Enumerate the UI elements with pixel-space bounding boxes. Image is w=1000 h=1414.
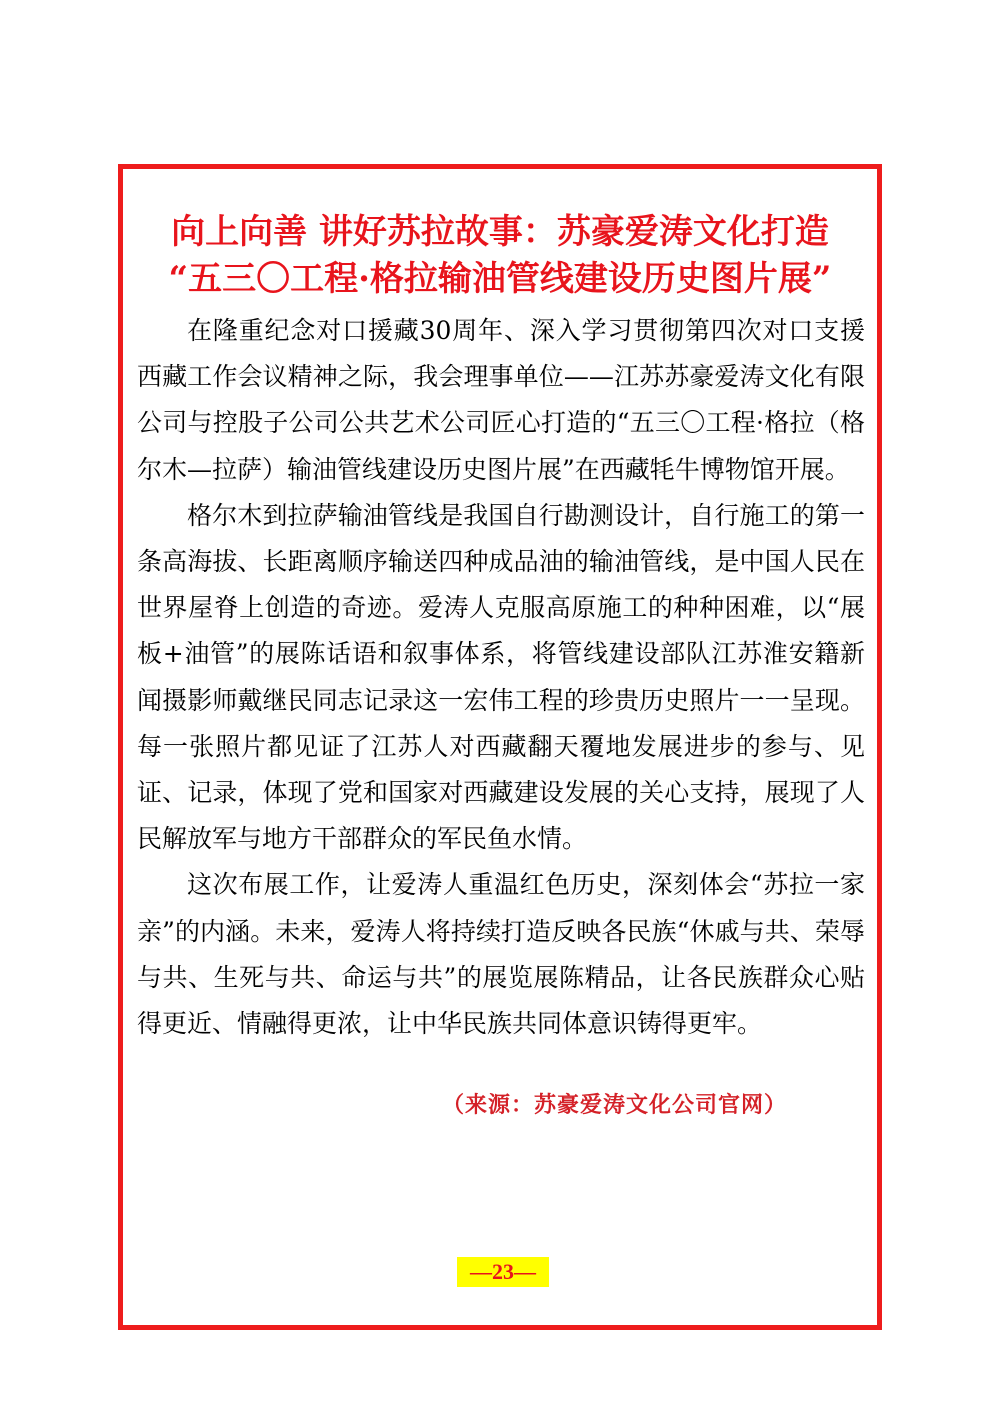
paragraph-pipeline-history: 格尔木到拉萨输油管线是我国自行勘测设计，自行施工的第一条高海拔、长距离顺序输送四种成品油的输油管线，是中国人民在世界屋脊上创造的奇迹。爱涛人克服高原施工的种种困难，以“展板+油管”的展陈话语和叙事体系，将管线建设部队江苏淮安籍新闻摄影师戴继民同志记录这一宏伟工程的珍贵历史照片一一呈现。每一张照片都见证了江苏人对西藏翻天覆地发展进步的参与、见证、记录，体现了党和国家对西藏建设发展的关心支持，展现了人民解放军与地方干部群众的军民鱼水情。 [137,500,865,854]
paragraph-outlook: 这次布展工作，让爱涛人重温红色历史，深刻体会“苏拉一家亲”的内涵。未来，爱涛人将持续打造反映各民族“休戚与共、荣辱与共、生死与共、命运与共”的展览展陈精品，让各民族群众心贴得更近、情融得更浓，让中华民族共同体意识铸得更牢。 [137,870,865,1039]
paragraph-intro: 在隆重纪念对口援藏30周年、深入学习贯彻第四次对口支援西藏工作会议精神之际，我会理事单位——江苏苏豪爱涛文化有限公司与控股子公司公共艺术公司匠心打造的“五三〇工程·格拉（格尔木—拉萨）输油管线建设历史图片展”在西藏牦牛博物馆开展。 [137,316,865,484]
page-number: —23— [457,1257,549,1287]
article-source: （来源：苏豪爱涛文化公司官网） [442,1092,788,1118]
article-body [137,308,865,1047]
article-title-line-1: 向上向善 讲好苏拉故事：苏豪爱涛文化打造 [171,212,829,252]
article-title-line-2: “五三〇工程·格拉输油管线建设历史图片展” [168,259,832,299]
